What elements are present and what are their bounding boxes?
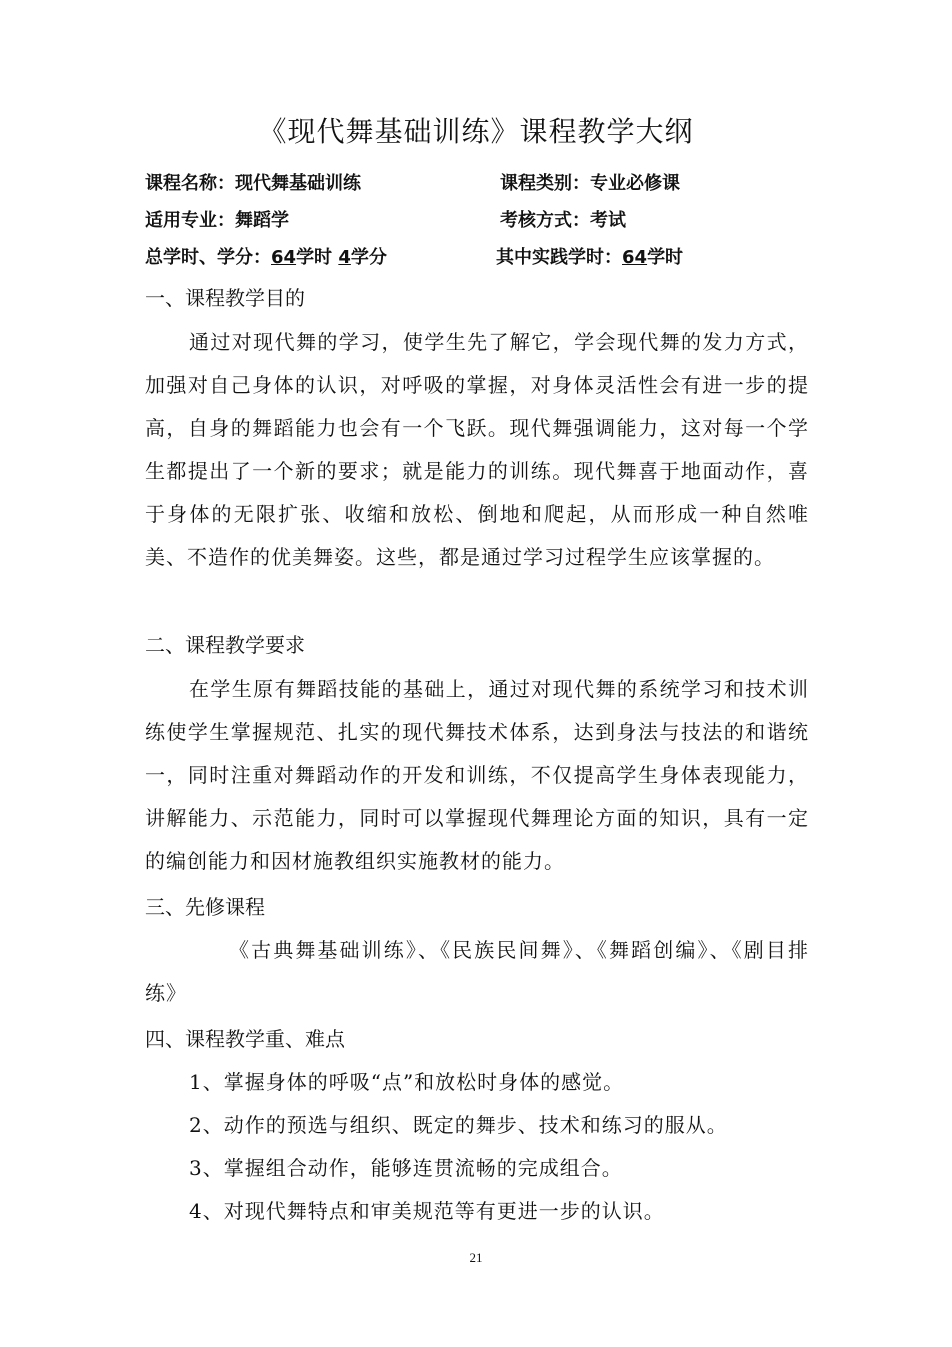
assessment-value: 考试 (590, 210, 626, 231)
practice-hours-row (496, 245, 683, 271)
hours-credits-label: 总学时、学分： (145, 247, 271, 268)
course-category-label: 课程类别： (500, 173, 590, 194)
key-point-item: 1、掌握身体的呼吸“点”和放松时身体的感觉。 (189, 1070, 625, 1094)
section-heading-key-points: 四、课程教学重、难点 (145, 1027, 345, 1051)
section-text-prerequisites: 《古典舞基础训练》、《民族民间舞》、《舞蹈创编》、《剧目排练》 (145, 938, 809, 1005)
major-label: 适用专业： (145, 210, 235, 231)
course-name-row (145, 171, 361, 197)
page-number: 21 (469, 1250, 483, 1265)
total-hours-value: 64 (271, 247, 297, 268)
practice-hours-unit: 学时 (647, 247, 684, 268)
key-point-item: 4、对现代舞特点和审美规范等有更进一步的认识。 (189, 1199, 665, 1223)
section-text-objectives: 通过对现代舞的学习，使学生先了解它，学会现代舞的发力方式，加强对自己身体的认识，对呼吸的掌握，对身体灵活性会有进一步的提高，自身的舞蹈能力也会有一个飞跃。现代舞强调能力，这对每一个学生都提出了一个新的要求；就是能力的训练。现代舞喜于地面动作，喜于身体的无限扩张、收缩和放松、倒地和爬起，从而形成一种自然唯美、不造作的优美舞姿。这些，都是通过学习过程学生应该掌握的。 (145, 330, 809, 569)
course-name-label: 课程名称： (145, 173, 235, 194)
practice-hours-label: 其中实践学时： (496, 247, 622, 268)
course-category-row (500, 171, 680, 197)
credits-value: 4 (338, 247, 351, 268)
key-point-item: 3、掌握组合动作，能够连贯流畅的完成组合。 (189, 1156, 623, 1180)
hours-credits-row (145, 245, 387, 271)
section-heading-objectives: 一、课程教学目的 (145, 286, 305, 310)
assessment-label: 考核方式： (500, 210, 590, 231)
major-value: 舞蹈学 (235, 210, 289, 231)
section-text-requirements: 在学生原有舞蹈技能的基础上，通过对现代舞的系统学习和技术训练使学生掌握规范、扎实的现代舞技术体系，达到身法与技法的和谐统一，同时注重对舞蹈动作的开发和训练，不仅提高学生身体表现能力，讲解能力、示范能力，同时可以掌握现代舞理论方面的知识，具有一定的编创能力和因材施教组织实施教材的能力。 (145, 677, 809, 873)
hours-unit: 学时 (296, 247, 333, 268)
practice-hours-value: 64 (622, 247, 648, 268)
document-title: 《现代舞基础训练》课程教学大纲 (258, 115, 694, 148)
assessment-row (500, 208, 626, 234)
section-heading-prerequisites: 三、先修课程 (145, 895, 265, 919)
credits-unit: 学分 (350, 247, 387, 268)
section-heading-requirements: 二、课程教学要求 (145, 633, 305, 657)
course-name-value: 现代舞基础训练 (235, 173, 361, 194)
course-category-value: 专业必修课 (590, 173, 680, 194)
key-point-item: 2、动作的预选与组织、既定的舞步、技术和练习的服从。 (189, 1113, 728, 1137)
major-row (145, 208, 289, 234)
